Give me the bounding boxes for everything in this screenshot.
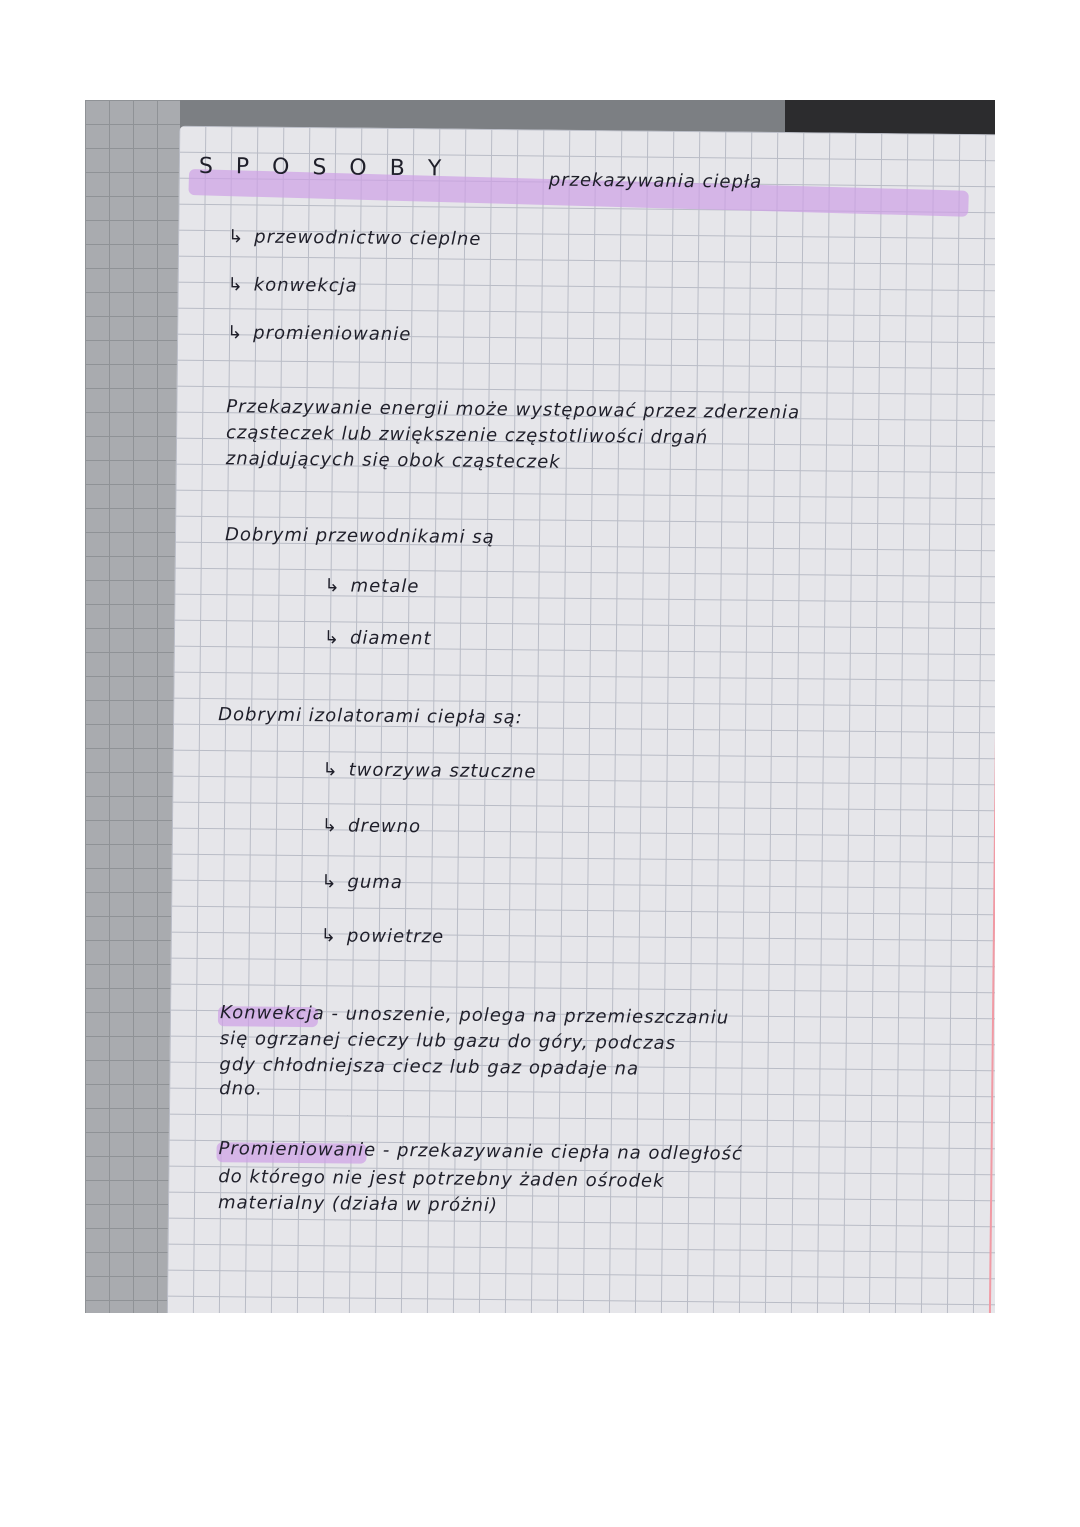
convection-line: - unoszenie, polega na przemieszczaniu — [331, 1003, 730, 1029]
radiation-line: - przekazywanie ciepła na odległość — [382, 1139, 743, 1165]
title-word: P O S O B Y — [235, 154, 450, 182]
arrow-icon: ↳ — [321, 871, 338, 893]
convection-line: dno. — [219, 1078, 263, 1100]
previous-page — [85, 100, 180, 1313]
conductor-item: diament — [349, 627, 432, 650]
paragraph-line: cząsteczek lub zwiększenie częstotliwości drgań — [225, 422, 709, 449]
method-item — [227, 322, 411, 345]
insulator-row — [322, 815, 421, 837]
method-label: przewodnictwo cieplne — [254, 226, 482, 250]
conductor-row — [324, 627, 432, 649]
conductors-heading: Dobrymi przewodnikami są — [224, 524, 495, 549]
paragraph-line: Przekazywanie energii może występować przez zderzenia — [226, 396, 801, 424]
arrow-icon: ↳ — [320, 925, 338, 947]
arrow-icon: ↳ — [324, 575, 341, 597]
radiation-line: materialny (działa w próżni) — [217, 1192, 499, 1217]
notebook-page — [167, 126, 995, 1313]
insulator-item: guma — [347, 871, 404, 894]
radiation-line: do którego nie jest potrzebny żaden ośrodek — [218, 1166, 665, 1192]
background-object — [785, 100, 995, 136]
arrow-icon: ↳ — [227, 322, 244, 344]
radiation-term: Promieniowanie — [218, 1138, 377, 1161]
method-label: konwekcja — [253, 274, 358, 297]
conductor-item: metale — [350, 575, 420, 598]
method-item — [228, 226, 482, 250]
paragraph-line: znajdujących się obok cząsteczek — [225, 448, 561, 473]
arrow-icon: ↳ — [322, 759, 339, 781]
margin-line — [988, 194, 995, 1313]
insulator-row — [322, 759, 536, 782]
arrow-icon: ↳ — [321, 815, 339, 837]
title — [199, 154, 450, 182]
method-label: promieniowanie — [253, 322, 412, 346]
convection-line: się ogrzanej cieczy lub gazu do góry, podczas — [219, 1028, 677, 1054]
convection-line: gdy chłodniejsza ciecz lub gaz opadaje na — [219, 1054, 640, 1080]
insulator-item: tworzywa sztuczne — [348, 759, 537, 783]
insulator-item: drewno — [347, 815, 422, 838]
arrow-icon: ↳ — [323, 627, 341, 649]
method-item — [228, 274, 358, 296]
notebook-photo — [85, 100, 995, 1313]
insulators-heading: Dobrymi izolatorami ciepła są: — [218, 704, 523, 729]
insulator-row — [321, 925, 445, 947]
insulator-item: powietrze — [346, 925, 445, 948]
arrow-icon: ↳ — [227, 274, 244, 296]
conductor-row — [324, 575, 419, 597]
title-subtitle: przekazywania ciepła — [548, 169, 763, 193]
convection-term: Konwekcja — [219, 1002, 325, 1025]
title-first-letter: S — [198, 153, 221, 180]
arrow-icon: ↳ — [228, 226, 245, 248]
insulator-row — [321, 871, 403, 893]
